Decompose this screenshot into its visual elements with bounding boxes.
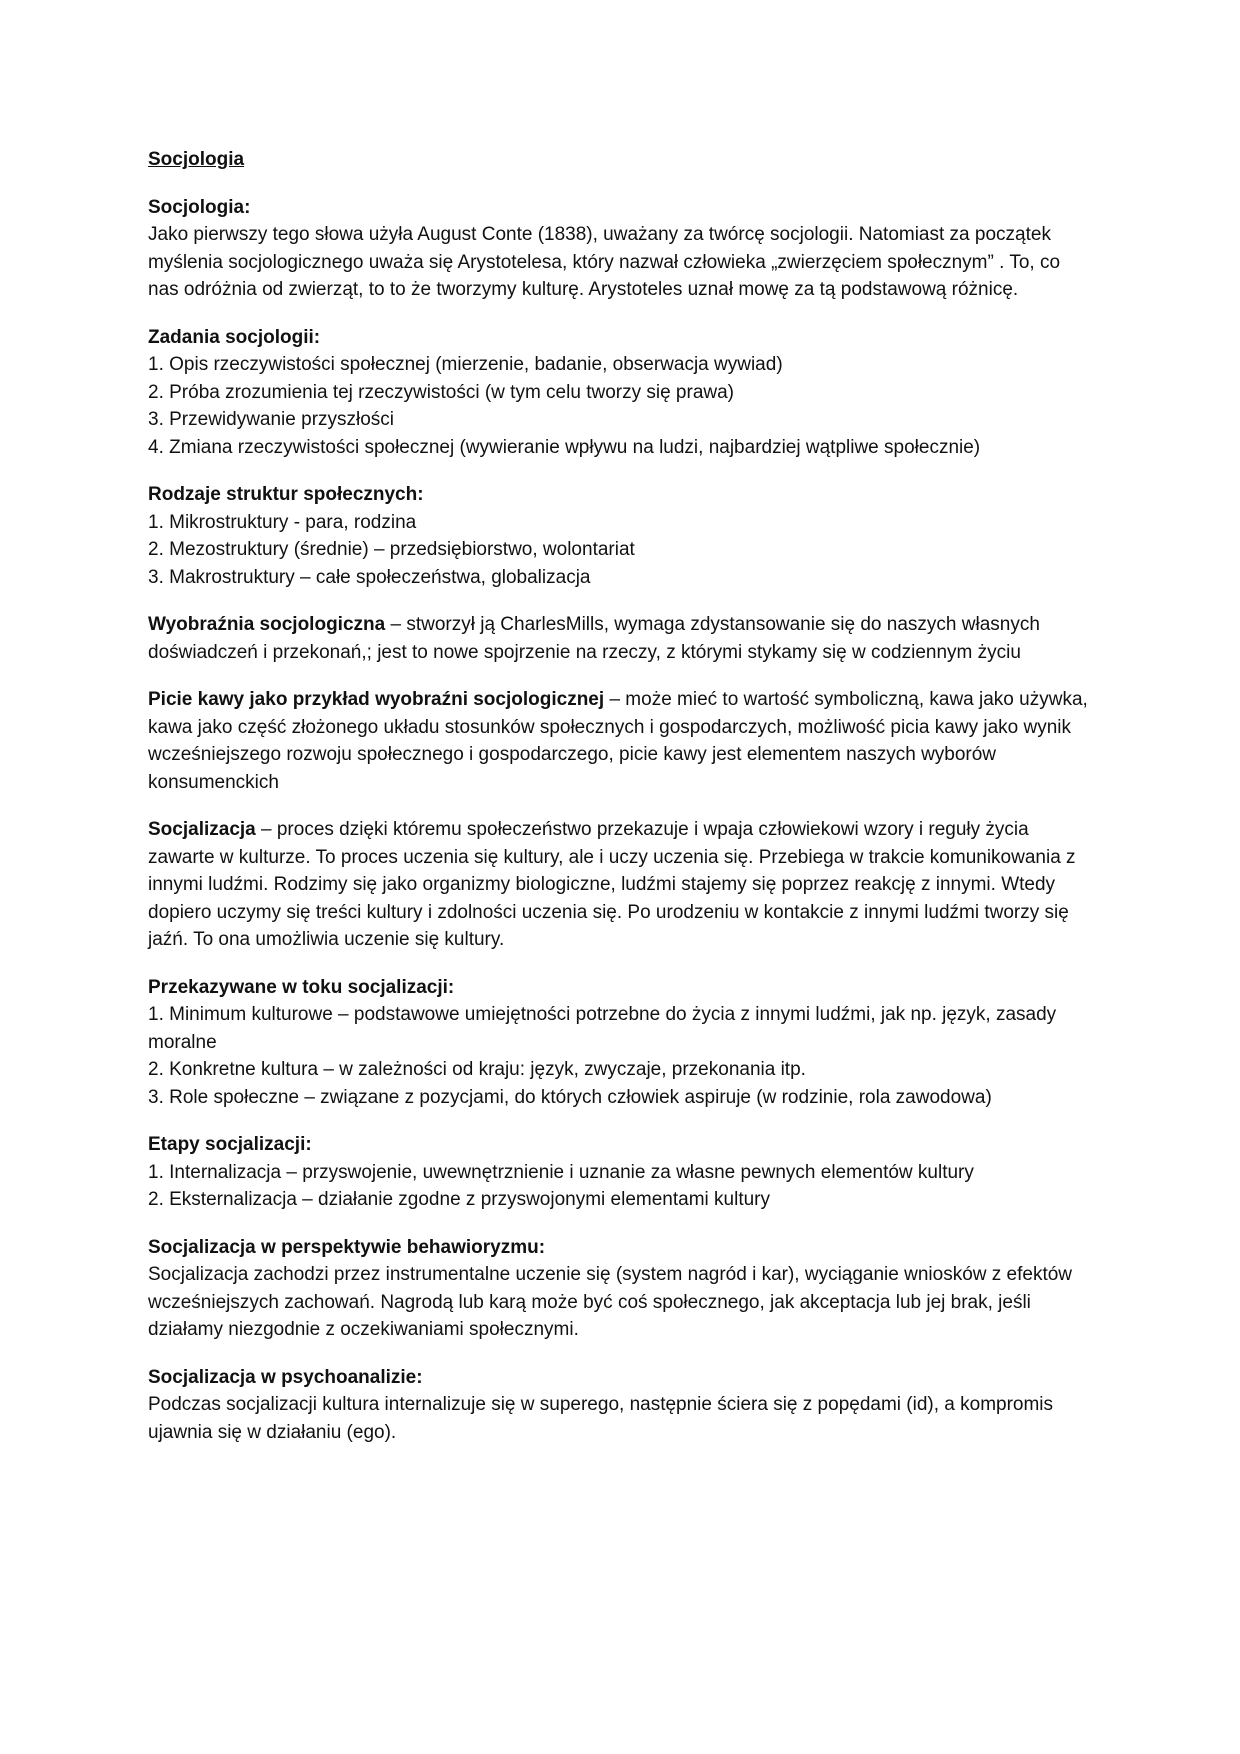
section-heading: Rodzaje struktur społecznych: [148, 484, 424, 505]
list-item: 3. Role społeczne – związane z pozycjami, do których człowiek aspiruje (w rodzinie, rola zawodowa) [148, 1086, 992, 1108]
section-heading: Socjalizacja w perspektywie behawioryzmu: [148, 1236, 546, 1258]
list-item: 4. Zmiana rzeczywistości społecznej (wywieranie wpływu na ludzi, najbardziej wątpliwe społecznie) [148, 436, 981, 458]
section-heading: Zadania socjologii: [148, 326, 321, 348]
section-socjalizacja [148, 816, 1088, 954]
list-item: 1. Internalizacja – przyswojenie, uwewnętrznienie i uznanie za własne pewnych elementów kultury [148, 1161, 974, 1183]
list-item: 2. Konkretne kultura – w zależności od kraju: język, zwyczaje, przekonania itp. [148, 1059, 806, 1080]
section-paragraph: Podczas socjalizacji kultura internalizuje się w superego, następnie ściera się z popędami (id), a kompromis ujawnia się w działaniu (ego). [148, 1394, 1054, 1443]
list-item: 2. Mezostruktury (średnie) – przedsiębiorstwo, wolontariat [148, 539, 635, 560]
section-paragraph: Jako pierwszy tego słowa użyła August Conte (1838), uważany za twórcę socjologii. Natomiast za początek myślenia socjologicznego uważa się Arystotelesa, który nazwał człowieka „zwierzęciem społecznym” . To, co nas odróżnia od zwierząt, to to że tworzymy kulturę. Arystoteles uznał mowę za tą podstawową różnicę. [148, 224, 1061, 300]
section-paragraph [148, 611, 1088, 666]
section-heading: Etapy socjalizacji: [148, 1134, 312, 1155]
section-paragraph [148, 686, 1088, 796]
section-rodzaje-struktur [148, 481, 1088, 591]
section-etapy [148, 1131, 1088, 1214]
section-paragraph [148, 816, 1088, 954]
list-item: 2. Próba zrozumienia tej rzeczywistości (w tym celu tworzy się prawa) [148, 381, 735, 403]
section-heading: Socjologia: [148, 196, 251, 218]
list-item: 3. Makrostruktury – całe społeczeństwa, globalizacja [148, 566, 591, 588]
list-item: 1. Mikrostruktury - para, rodzina [148, 511, 417, 533]
list-item: 2. Eksternalizacja – działanie zgodne z przyswojonymi elementami kultury [148, 1189, 771, 1210]
section-socjologia [148, 194, 1088, 304]
section-zadania [148, 324, 1088, 462]
list-item: 1. Minimum kulturowe – podstawowe umiejętności potrzebne do życia z innymi ludźmi, jak np. język, zasady moralne [148, 1004, 1057, 1053]
paragraph-text: – może mieć to wartość symboliczną, kawa jako używka, kawa jako część złożonego układu stosunków społecznych i gospodarczych, możliwość picia kawy jako wynik wcześniejszego rozwoju społecznego i gospodarczego, picie kawy jest elementem naszych wyborów konsumenckich [148, 689, 1088, 793]
section-paragraph: Socjalizacja zachodzi przez instrumentalne uczenie się (system nagród i kar), wyciąganie wniosków z efektów wcześniejszych zachowań. Nagrodą lub karą może być coś społecznego, jak akceptacja lub jej brak, jeśli działamy niezgodnie z oczekiwaniami społecznymi. [148, 1264, 1073, 1340]
list-item: 3. Przewidywanie przyszłości [148, 409, 395, 430]
inline-term: Wyobraźnia socjologiczna [148, 614, 386, 635]
list-item: 1. Opis rzeczywistości społecznej (mierzenie, badanie, obserwacja wywiad) [148, 354, 783, 375]
document-title: Socjologia [148, 149, 245, 170]
section-behawioryzm [148, 1234, 1088, 1344]
section-przekazywane [148, 974, 1088, 1112]
document-page [148, 146, 1088, 1466]
section-psychoanaliza [148, 1364, 1088, 1447]
inline-term: Socjalizacja [148, 819, 256, 840]
paragraph-text: – proces dzięki któremu społeczeństwo przekazuje i wpaja człowiekowi wzory i reguły życia zawarte w kulturze. To proces uczenia się kultury, ale i uczy uczenia się. Przebiega w trakcie komunikowania z innymi ludźmi. Rodzimy się jako organizmy biologiczne, ludźmi stajemy się poprzez reakcję z innymi. Wtedy dopiero uczymy się treści kultury i zdolności uczenia się. Po urodzeniu w kontakcie z innymi ludźmi tworzy się jaźń. To ona umożliwia uczenie się kultury. [148, 819, 1076, 950]
section-heading: Przekazywane w toku socjalizacji: [148, 976, 455, 998]
section-heading: Socjalizacja w psychoanalizie: [148, 1366, 423, 1388]
section-picie-kawy [148, 686, 1088, 796]
section-wyobraznia [148, 611, 1088, 666]
inline-term: Picie kawy jako przykład wyobraźni socjologicznej [148, 689, 605, 710]
paragraph-text: – stworzył ją CharlesMills, wymaga zdystansowanie się do naszych własnych doświadczeń i przekonań,; jest to nowe spojrzenie na rzeczy, z którymi stykamy się w codziennym życiu [148, 614, 1040, 663]
